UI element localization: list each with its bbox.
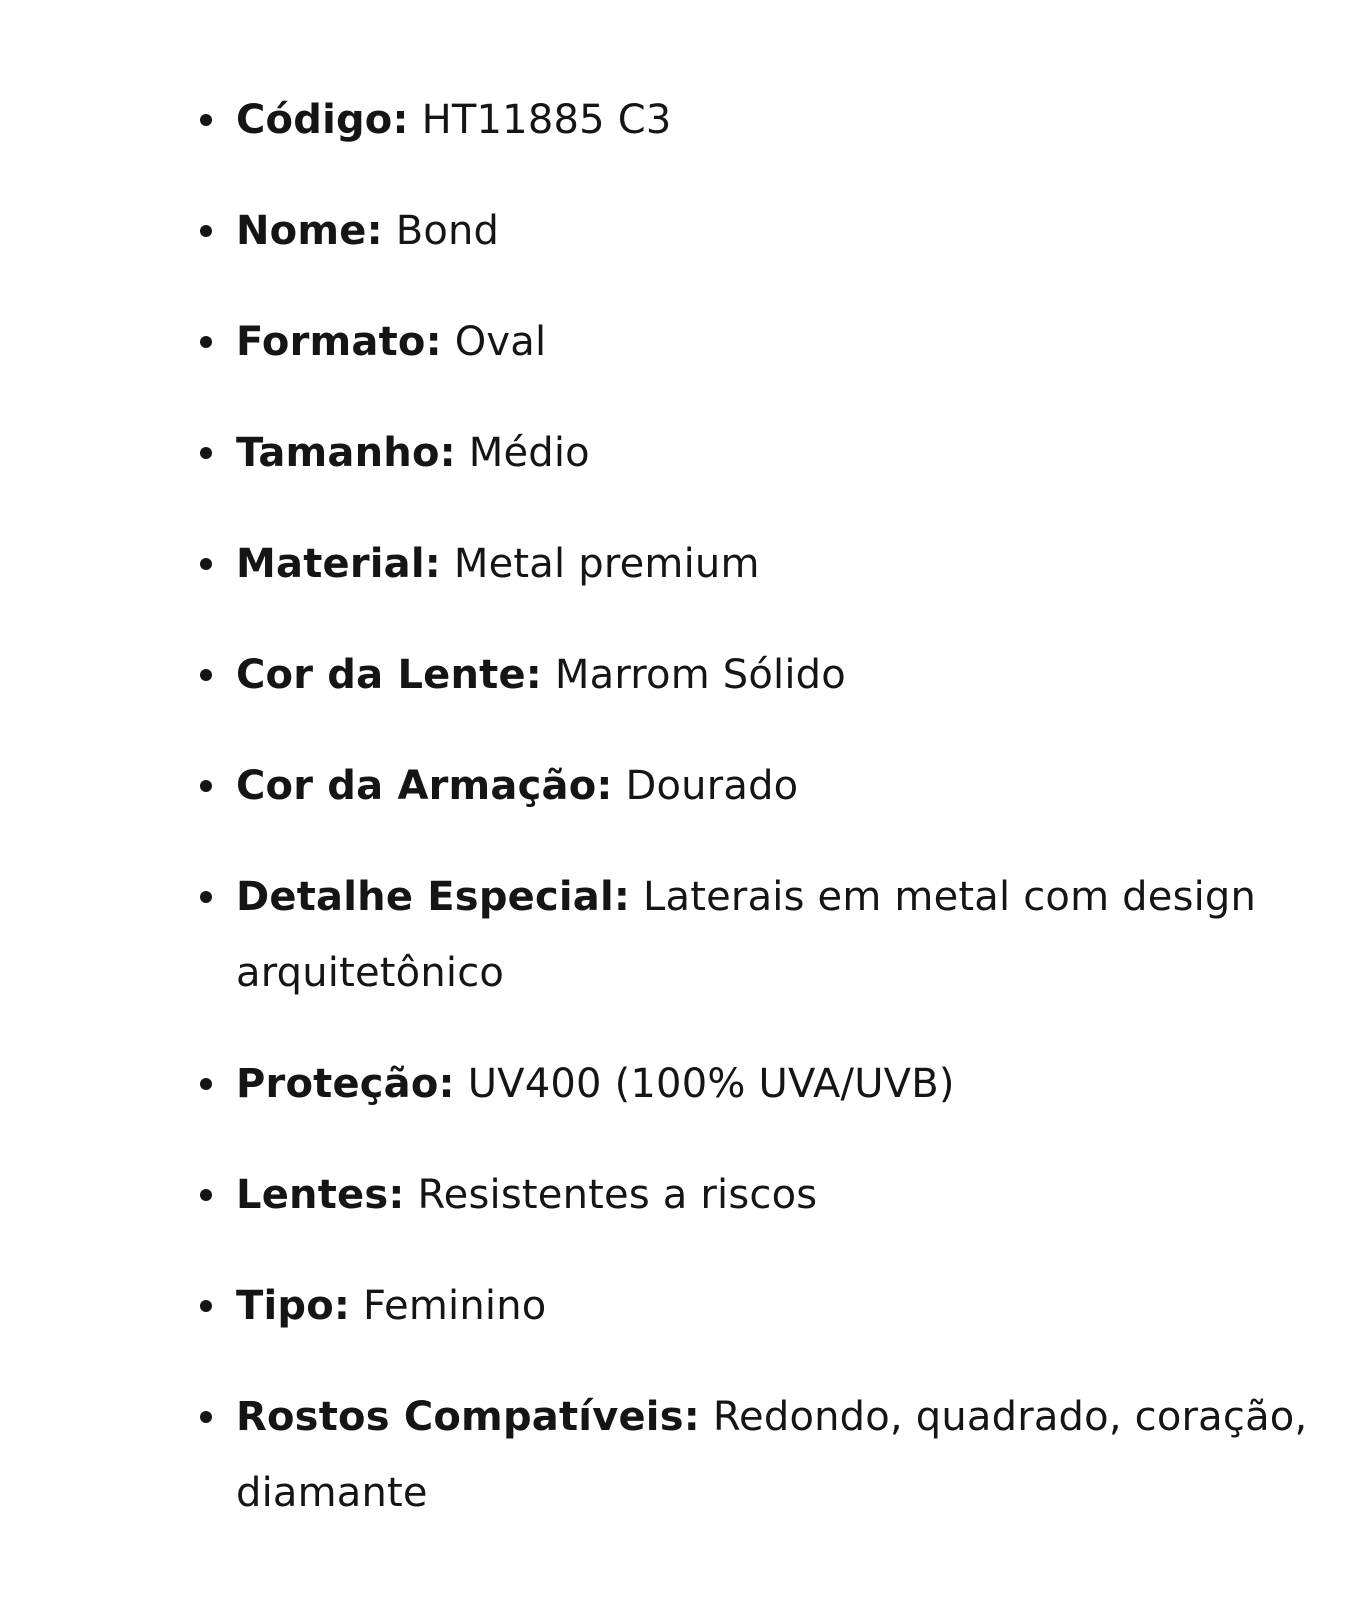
spec-item-nome [200, 193, 1310, 269]
spec-value: Médio [468, 430, 590, 476]
spec-item-formato [200, 304, 1310, 380]
bullet-icon [200, 1300, 212, 1312]
spec-text [236, 637, 1310, 713]
bullet-icon [200, 1411, 212, 1423]
spec-item-tipo [200, 1268, 1310, 1344]
spec-item-codigo [200, 82, 1310, 158]
spec-item-material [200, 526, 1310, 602]
spec-value: HT11885 C3 [421, 97, 672, 143]
spec-label: Detalhe Especial: [236, 874, 631, 920]
spec-value: Bond [395, 208, 500, 254]
spec-item-rostos-compativeis [200, 1379, 1310, 1531]
spec-item-cor-da-armacao [200, 748, 1310, 824]
spec-label: Lentes: [236, 1172, 405, 1218]
spec-value: Laterais em metal com design arquitetônico [236, 874, 1257, 996]
spec-item-protecao [200, 1046, 1310, 1122]
bullet-icon [200, 447, 212, 459]
spec-value: Dourado [625, 763, 799, 809]
spec-item-cor-da-lente [200, 637, 1310, 713]
spec-label: Código: [236, 97, 409, 143]
spec-item-detalhe-especial [200, 859, 1310, 1011]
spec-label: Cor da Lente: [236, 652, 542, 698]
spec-text [236, 1268, 1310, 1344]
spec-text [236, 1379, 1310, 1531]
spec-text [236, 82, 1310, 158]
spec-value: UV400 (100% UVA/UVB) [467, 1061, 955, 1107]
spec-label: Cor da Armação: [236, 763, 613, 809]
spec-text [236, 748, 1310, 824]
spec-label: Tamanho: [236, 430, 456, 476]
spec-item-lentes [200, 1157, 1310, 1233]
spec-value: Marrom Sólido [554, 652, 846, 698]
spec-text [236, 193, 1310, 269]
bullet-icon [200, 336, 212, 348]
spec-value: Metal premium [453, 541, 760, 587]
bullet-icon [200, 225, 212, 237]
spec-label: Proteção: [236, 1061, 455, 1107]
spec-label: Rostos Compatíveis: [236, 1394, 700, 1440]
spec-text [236, 1157, 1310, 1233]
spec-value: Oval [454, 319, 547, 365]
bullet-icon [200, 558, 212, 570]
bullet-icon [200, 114, 212, 126]
bullet-icon [200, 1078, 212, 1090]
spec-text [236, 859, 1310, 1011]
spec-label: Tipo: [236, 1283, 351, 1329]
spec-item-tamanho [200, 415, 1310, 491]
spec-text [236, 1046, 1310, 1122]
spec-value: Feminino [363, 1283, 547, 1329]
bullet-icon [200, 891, 212, 903]
spec-text [236, 304, 1310, 380]
bullet-icon [200, 669, 212, 681]
spec-label: Material: [236, 541, 441, 587]
spec-value: Resistentes a riscos [417, 1172, 818, 1218]
spec-text [236, 526, 1310, 602]
spec-label: Formato: [236, 319, 442, 365]
spec-text [236, 415, 1310, 491]
bullet-icon [200, 780, 212, 792]
bullet-icon [200, 1189, 212, 1201]
spec-label: Nome: [236, 208, 383, 254]
spec-value: Redondo, quadrado, coração, diamante [236, 1394, 1308, 1516]
